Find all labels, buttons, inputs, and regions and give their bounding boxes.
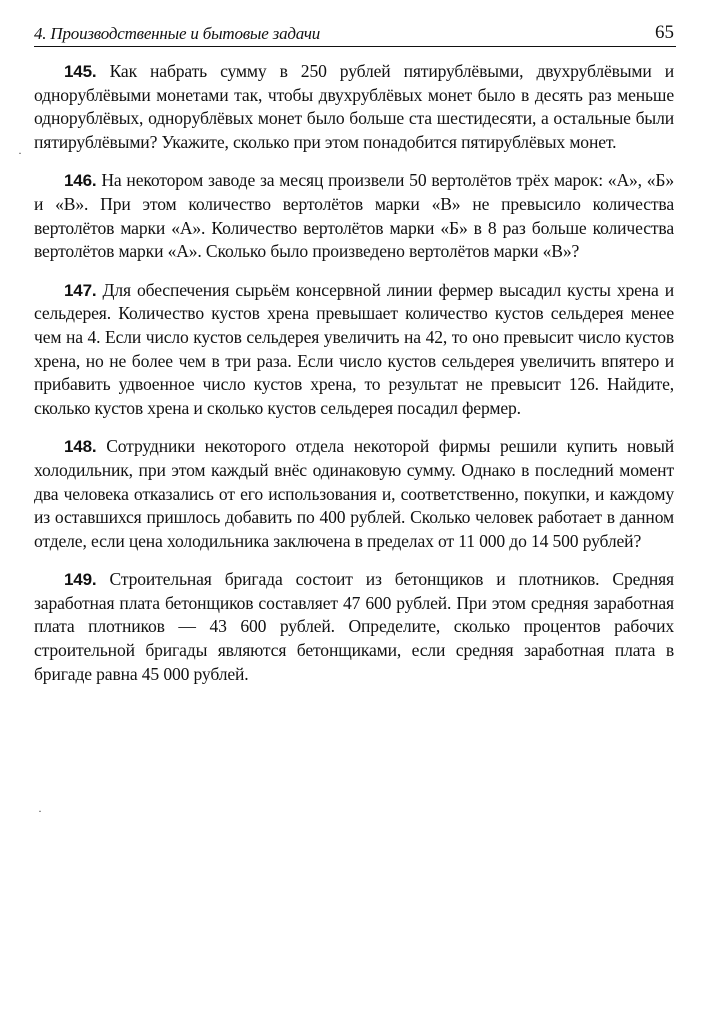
running-header — [34, 22, 676, 47]
scan-speck: · — [18, 146, 22, 160]
problem-number: 149. — [64, 570, 97, 590]
problem-list — [34, 60, 674, 701]
problem-text: Для обеспечения сырьём консервной линии фермер высадил кусты хрена и сельдерея. Количество кустов хрена превышает количество кустов сельдерея менее чем на 4. Если число кустов сельдерея увеличить на 42, то оно превысит число кустов хрена, но не более чем в три раза. Если число кустов сельдерея увеличить впятеро и прибавить удвоенное число кустов хрена, то результат не превысит 126. Найдите, сколько кустов хрена и сколько кустов сельдерея посадил фермер. — [34, 279, 674, 418]
problem-147 — [34, 279, 674, 421]
scan-speck: · — [38, 804, 42, 818]
problem-number: 145. — [64, 62, 97, 81]
problem-number: 148. — [64, 437, 97, 457]
problem-149 — [34, 568, 674, 686]
problem-145 — [34, 60, 674, 154]
chapter-title: 4. Производственные и бытовые задачи — [34, 24, 321, 43]
page-number: 65 — [655, 22, 674, 43]
problem-number: 146. — [64, 171, 97, 191]
problem-text: Сотрудники некоторого отдела некоторой фирмы решили купить новый холодильник, при этом каждый внёс одинаковую сумму. Однако в последний момент два человека отказались от его использования и, соответственно, покупки, и каждому из оставшихся пришлось добавить по 400 рублей. Сколько человек работает в данном отделе, если цена холодильника заключена в пределах от 11 000 до 14 500 рублей? — [34, 436, 675, 551]
problem-148 — [34, 435, 674, 553]
problem-146 — [34, 169, 674, 263]
problem-text: На некотором заводе за месяц произвели 50 вертолётов трёх марок: «А», «Б» и «В». При этом количество вертолётов марки «В» не превысило количества вертолётов марки «А». Количество вертолётов марки «Б» в 8 раз больше количества вертолётов марки «А». Сколько было произведено вертолётов марки «В»? — [34, 170, 675, 262]
problem-number: 147. — [64, 280, 97, 300]
problem-text: Как набрать сумму в 250 рублей пятирублёвыми, двухрублёвыми и одноpублёвыми монетами так, чтобы двухрублёвых монет было в десять раз меньше одноpублёвых, одноpублёвых монет было больше ста шестидесяти, а остальные были пятирублёвыми? Укажите, сколько при этом понадобится пятирублёвых монет. — [34, 61, 675, 152]
problem-text: Строительная бригада состоит из бетонщиков и плотников. Средняя заработная плата бетонщиков составляет 47 600 рублей. При этом средняя заработная плата плотников — 43 600 рублей. Определите, сколько процентов рабочих строительной бригады являются бетонщиками, если средняя заработная плата в бригаде равна 45 000 рублей. — [34, 569, 674, 684]
